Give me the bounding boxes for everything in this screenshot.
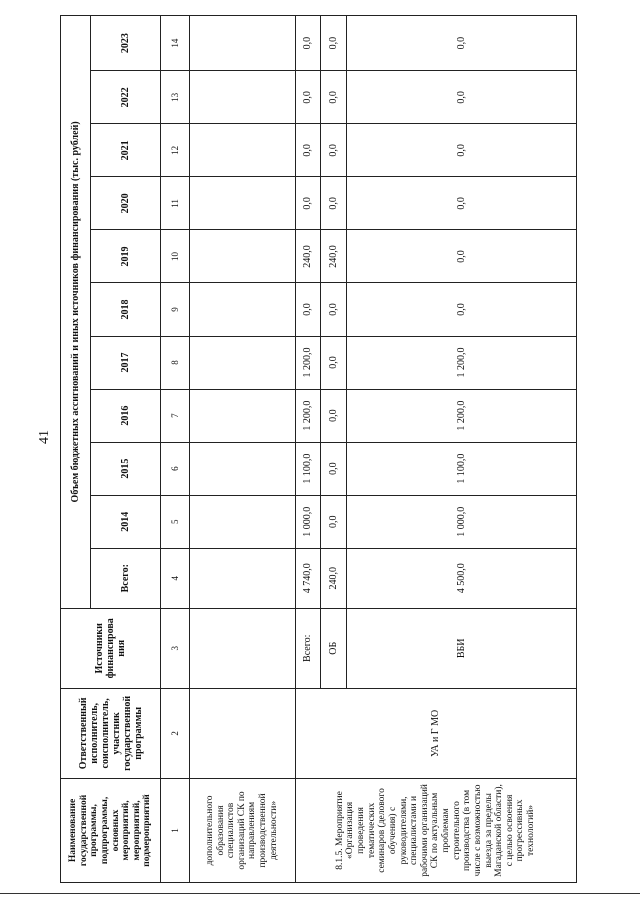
- year-value: 1 200,0: [346, 336, 576, 389]
- measure-name: 8.1.5. Мероприятие «Организация проведения тематических семинаров (делового обучения) с руководителями, специалистами и рабочими организаций СК по актуальным проблемам строительного производства (в том числе с возможностью выезда за пределы Магаданской области), с целью освоения прогрессивных технологий»: [295, 778, 576, 882]
- header-year: 2017: [90, 336, 161, 389]
- year-value: 0,0: [295, 71, 320, 124]
- header-funding-source: Источники финансирова ния: [61, 608, 161, 688]
- year-value: 0,0: [295, 177, 320, 230]
- measure-executor: УА и Г МО: [295, 688, 576, 778]
- header-year: 2019: [90, 230, 161, 283]
- year-value: 1 100,0: [346, 442, 576, 495]
- year-value: 0,0: [295, 283, 320, 336]
- total-value: 4 500,0: [346, 548, 576, 608]
- column-index: 1: [161, 778, 189, 882]
- column-index: 11: [161, 177, 189, 230]
- total-value: 4 740,0: [295, 548, 320, 608]
- year-value: 0,0: [320, 495, 346, 548]
- header-row-1: [61, 16, 91, 883]
- header-executor: Ответственный исполнитель, соисполнитель, участник государственной программы: [61, 688, 161, 778]
- year-value: 0,0: [346, 71, 576, 124]
- year-value: 0,0: [346, 16, 576, 71]
- column-index: 14: [161, 16, 189, 71]
- year-value: 0,0: [346, 177, 576, 230]
- year-value: 0,0: [320, 442, 346, 495]
- header-year: 2018: [90, 283, 161, 336]
- column-index: 4: [161, 548, 189, 608]
- header-year: 2020: [90, 177, 161, 230]
- header-financing-group: Объем бюджетных ассигнований и иных источников финансирования (тыс. рублей): [61, 16, 91, 609]
- column-index: 12: [161, 124, 189, 177]
- year-value: 0,0: [295, 16, 320, 71]
- year-value: 0,0: [320, 389, 346, 442]
- year-value: 1 000,0: [295, 495, 320, 548]
- footer-divider: [0, 893, 640, 894]
- year-value: 1 200,0: [295, 336, 320, 389]
- year-value: 0,0: [320, 283, 346, 336]
- year-value: 0,0: [320, 336, 346, 389]
- year-value: 0,0: [320, 124, 346, 177]
- header-year: 2022: [90, 71, 161, 124]
- column-index: 7: [161, 389, 189, 442]
- column-index: 6: [161, 442, 189, 495]
- header-year: 2021: [90, 124, 161, 177]
- year-value: 0,0: [346, 283, 576, 336]
- column-index: 8: [161, 336, 189, 389]
- year-value: 0,0: [320, 177, 346, 230]
- header-year: 2016: [90, 389, 161, 442]
- year-value: 0,0: [346, 230, 576, 283]
- column-index: 3: [161, 608, 189, 688]
- header-total: Всего:: [90, 548, 161, 608]
- year-value: 1 200,0: [346, 389, 576, 442]
- column-index: 5: [161, 495, 189, 548]
- year-value: 0,0: [320, 71, 346, 124]
- column-index: 10: [161, 230, 189, 283]
- financing-table: [60, 15, 577, 883]
- year-value: 240,0: [320, 230, 346, 283]
- year-value: 0,0: [320, 16, 346, 71]
- continuation-text: дополнительного образования специалистов организаций СК по направлениям производственной деятельности»: [189, 778, 295, 882]
- year-value: 240,0: [295, 230, 320, 283]
- table-row-total: [295, 16, 320, 883]
- year-value: 0,0: [295, 124, 320, 177]
- page-number: 41: [37, 430, 52, 444]
- year-value: 1 100,0: [295, 442, 320, 495]
- column-index: 13: [161, 71, 189, 124]
- header-year: 2015: [90, 442, 161, 495]
- funding-source: ОБ: [320, 608, 346, 688]
- year-value: 1 000,0: [346, 495, 576, 548]
- column-index: 2: [161, 688, 189, 778]
- header-year: 2023: [90, 16, 161, 71]
- column-index: 9: [161, 283, 189, 336]
- funding-source: Всего:: [295, 608, 320, 688]
- year-value: 1 200,0: [295, 389, 320, 442]
- header-year: 2014: [90, 495, 161, 548]
- year-value: 0,0: [346, 124, 576, 177]
- continuation-row: [189, 16, 295, 883]
- table-rotation-frame: [60, 15, 577, 883]
- header-program-name: Наименование государственной программы, подпрограммы, основных мероприятий, мероприятий, подмероприятий: [61, 778, 161, 882]
- column-index-row: [161, 16, 189, 883]
- funding-source: ВБИ: [346, 608, 576, 688]
- total-value: 240,0: [320, 548, 346, 608]
